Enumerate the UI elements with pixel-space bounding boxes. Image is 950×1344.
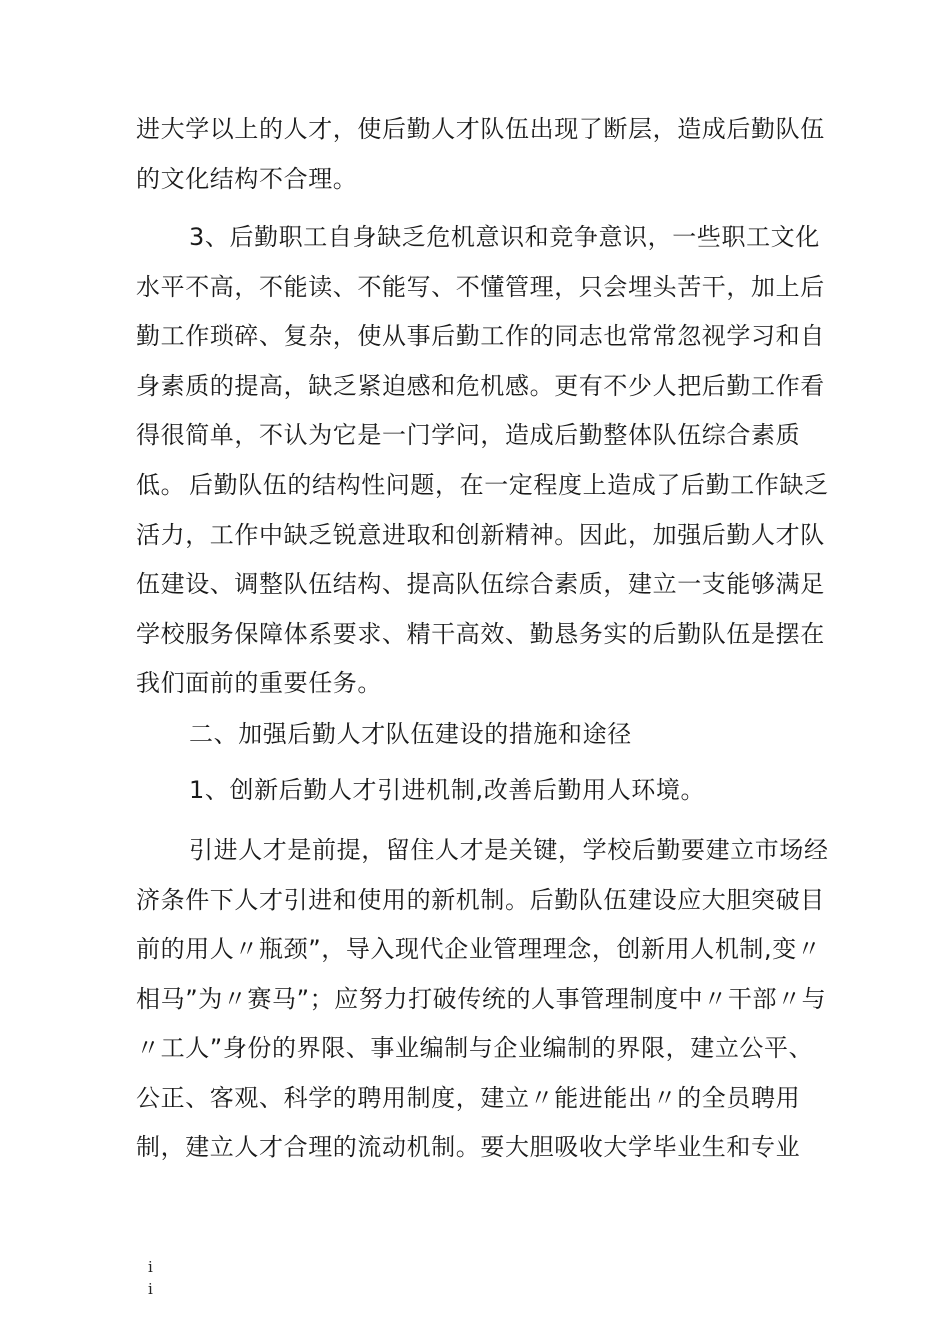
paragraph-structural-issues: 后勤队伍的结构性问题，在一定程度上造成了后勤工作缺乏活力，工作中缺乏锐意进取和创新精神。因此，加强后勤人才队伍建设、调整队伍结构、提高队伍综合素质，建立一支能够满足学校服务保障体系要求、精干高效、勤恳务实的后勤队伍是摆在我们面前的重要任务。 [136, 471, 829, 697]
paragraph-talent-mechanism: 引进人才是前提，留住人才是关键，学校后勤要建立市场经济条件下人才引进和使用的新机制。后勤队伍建设应大胆突破目前的用人〃瓶颈”，导入现代企业管理理念，创新用人机制,变〃相马”为〃赛马”；应努力打破传统的人事管理制度中〃干部〃与〃工人”身份的界限、事业编制与企业编制的界限，建立公平、公正、客观、科学的聘用制度，建立〃能进能出〃的全员聘用制，建立人才合理的流动机制。要大胆吸收大学毕业生和专业 [136, 836, 829, 1161]
footer-line-1: i [148, 1258, 153, 1276]
paragraph-continuation: 进大学以上的人才，使后勤人才队伍出现了断层，造成后勤队伍的文化结构不合理。 [136, 115, 825, 193]
section-heading-2: 二、加强后勤人才队伍建设的措施和途径 [189, 720, 632, 748]
page-footer-mark [148, 1256, 153, 1300]
subheading-item-1: 1、创新后勤人才引进机制,改善后勤用人环境。 [189, 776, 706, 804]
paragraph-item-3: 3、后勤职工自身缺乏危机意识和竞争意识，一些职工文化水平不高，不能读、不能写、不懂管理，只会埋头苦干，加上后勤工作琐碎、复杂，使从事后勤工作的同志也常常忽视学习和自身素质的提高，缺乏紧迫感和危机感。更有不少人把后勤工作看得很简单，不认为它是一门学问，造成后勤整体队伍综合素质低。 [136, 223, 825, 499]
footer-line-2: i [148, 1280, 153, 1298]
